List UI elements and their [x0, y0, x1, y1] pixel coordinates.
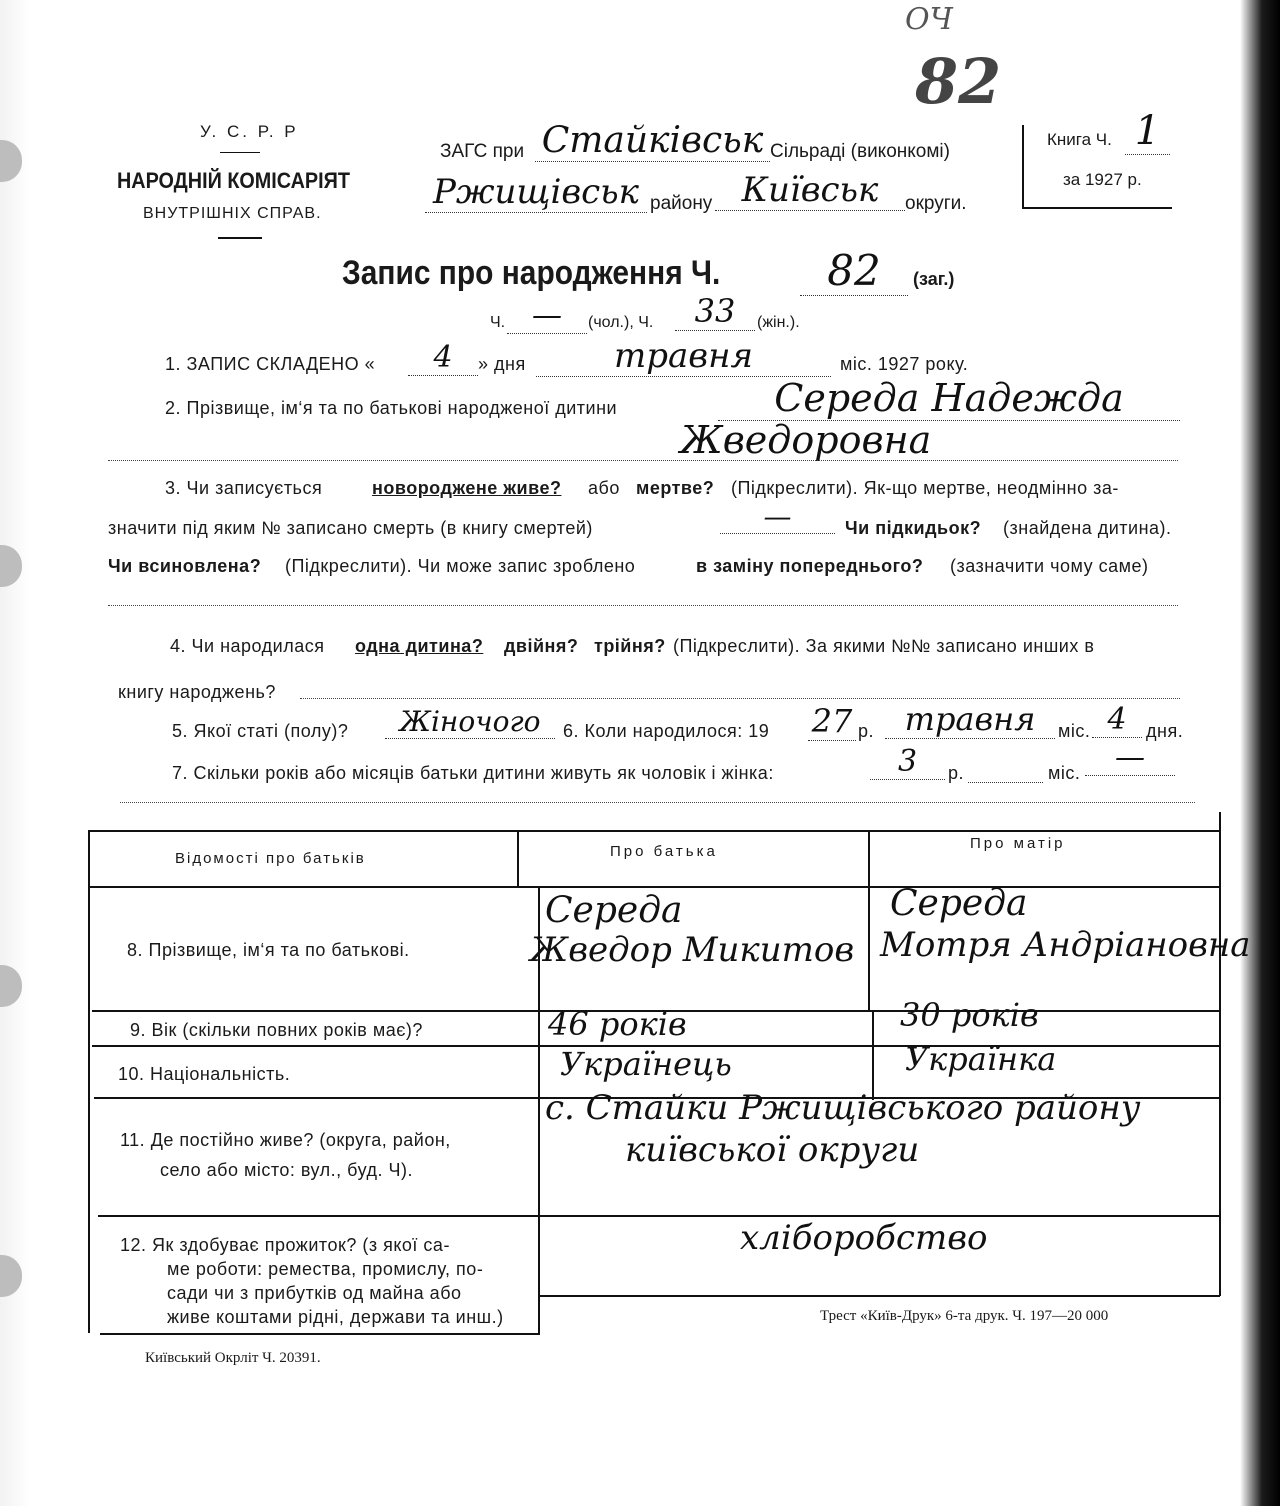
row-label-livelihood-2: ме роботи: ремества, промислу, по-	[167, 1259, 484, 1279]
q7-months: —	[1085, 740, 1175, 776]
q2-name-line1: Середа Надежда	[718, 376, 1180, 421]
fill-line	[120, 802, 1195, 803]
mother-surname: Середа	[890, 883, 1028, 924]
divider	[220, 152, 260, 153]
row-divider	[88, 886, 1221, 888]
punch-hole	[0, 965, 22, 1007]
male-label: (чол.), Ч.	[588, 314, 654, 331]
column-divider	[872, 1010, 874, 1100]
q7-mis: міс.	[1048, 763, 1081, 783]
row-label-name: 8. Прізвище, ім‘я та по батькові.	[127, 940, 410, 960]
q6-dnia: дня.	[1146, 721, 1184, 741]
record-suffix: (заг.)	[913, 269, 955, 289]
row-label-nationality: 10. Національність.	[118, 1064, 291, 1084]
row-label-livelihood-1: 12. Як здобуває прожиток? (з якої са-	[120, 1235, 450, 1255]
printer-credit: Трест «Київ-Друк» 6-та друк. Ч. 197—20 000	[820, 1308, 1109, 1324]
record-number: 82	[800, 246, 908, 296]
q7-years: 3	[870, 744, 945, 780]
q6-month: травня	[885, 700, 1055, 739]
q4-triplets-option: трійня?	[594, 636, 666, 656]
zags-label: ЗАГС при	[440, 141, 525, 162]
row-label-residence-1: 11. Де постійно живе? (округа, район,	[120, 1130, 451, 1150]
okrug-label: округи.	[905, 193, 967, 214]
q6-r: р.	[858, 721, 875, 741]
punch-hole	[0, 1255, 22, 1297]
q6-day: 4	[1092, 702, 1142, 738]
zags-value: Стайківськ	[535, 120, 770, 162]
table-border-bottom	[100, 1333, 540, 1335]
q1-month: травня	[536, 336, 831, 377]
q4-l2: книгу народжень?	[118, 682, 276, 702]
district-label: району	[650, 193, 713, 214]
column-divider	[517, 830, 519, 886]
ministry-label: ВНУТРІШНІХ СПРАВ.	[143, 205, 322, 222]
row-label-livelihood-4: живе коштами рідні, держави та инш.)	[167, 1307, 504, 1327]
censor-credit: Київський Окрліт Ч. 20391.	[145, 1350, 321, 1366]
q3-l2c: (знайдена дитина).	[1003, 518, 1172, 538]
book-number: 1	[1125, 108, 1170, 155]
q3-death-number: —	[720, 500, 835, 534]
residence-line2: київської округи	[625, 1130, 920, 1170]
mother-nationality: Українка	[905, 1040, 1057, 1078]
record-title: Запис про народження Ч.	[342, 254, 721, 292]
q4-twins-option: двійня?	[504, 636, 579, 656]
male-count: —	[507, 298, 587, 334]
mother-age: 30 років	[900, 996, 1039, 1034]
table-border-top	[88, 830, 1221, 832]
father-name: Жведор Микитов	[530, 930, 855, 970]
q1-end: міс. 1927 року.	[840, 354, 969, 374]
q1-day: 4	[408, 340, 478, 376]
residence-line1: с. Стайки Ржищівського району	[545, 1088, 1141, 1128]
q4-l1e: (Підкреслити). За якими №№ записано инших в	[673, 636, 1095, 656]
punch-hole	[0, 140, 22, 182]
header-father: Про батька	[610, 843, 718, 860]
book-label: Книга Ч.	[1047, 130, 1112, 149]
q6-label: 6. Коли народилося: 19	[563, 721, 770, 741]
father-surname: Середа	[545, 890, 683, 931]
row-divider	[98, 1215, 1220, 1217]
table-border-right	[1219, 812, 1221, 1296]
pencil-mark: ОЧ	[905, 2, 953, 37]
q3-replacement-option: в заміну попереднього?	[696, 556, 924, 576]
page-edge-shadow	[1240, 0, 1280, 1506]
q3-l3d: (зазначити чому саме)	[950, 556, 1149, 576]
q7-label: 7. Скільки років або місяців батьки дитини живуть як чоловік і жінка:	[172, 763, 774, 783]
fill-line	[300, 698, 1180, 699]
female-label: (жін.).	[757, 314, 800, 331]
row-label-age: 9. Вік (скільки повних років має)?	[130, 1020, 423, 1040]
female-count: 33	[675, 292, 755, 331]
sheet-number: 82	[915, 45, 1002, 118]
q3-dead-option: мертве?	[636, 478, 715, 498]
book-box-border	[1022, 207, 1172, 209]
q1-label: 1. ЗАПИС СКЛАДЕНО «	[165, 354, 376, 374]
punch-hole	[0, 545, 22, 587]
q3-adopted-option: Чи всиновлена?	[108, 556, 262, 576]
male-prefix: Ч.	[490, 314, 506, 331]
divider	[218, 237, 262, 239]
q5-label: 5. Якої статі (полу)?	[172, 721, 349, 741]
table-border-left	[88, 830, 90, 1333]
q6-year: 27	[808, 702, 856, 741]
q4-l1a: 4. Чи народилася	[170, 636, 325, 656]
q7-spacer-line	[968, 772, 1043, 783]
q1-mid: » дня	[478, 354, 526, 374]
q3-l2a: значити під яким № записано смерть (в книгу смертей)	[108, 518, 593, 538]
district-value: Ржищівськ	[425, 172, 647, 213]
q4-single-option: одна дитина?	[355, 636, 484, 656]
q3-l3b: (Підкреслити). Чи може запис зроблено	[285, 556, 636, 576]
q3-l1c: або	[588, 478, 620, 498]
father-nationality: Українець	[560, 1045, 732, 1083]
mother-name: Мотря Андріановна	[880, 925, 1251, 965]
row-label-residence-2: село або місто: вул., буд. Ч).	[160, 1160, 413, 1180]
q7-r: р.	[948, 763, 965, 783]
q3-foundling-option: Чи підкидьок?	[845, 518, 982, 538]
row-label-livelihood-3: сади чи з прибутків од майна або	[167, 1283, 462, 1303]
fill-line	[108, 605, 1178, 606]
livelihood-value: хліборобство	[740, 1218, 988, 1258]
father-age: 46 років	[548, 1005, 687, 1043]
okrug-value: Київськ	[715, 170, 905, 211]
q3-l1e: (Підкреслити). Як-що мертве, неодмінно за-	[731, 478, 1119, 498]
table-border-bottom	[540, 1295, 1220, 1297]
column-divider	[868, 830, 870, 1010]
q2-name-line2: Жведоровна	[680, 418, 932, 462]
header-info: Відомості про батьків	[175, 850, 366, 867]
q6-mis: міс.	[1058, 721, 1091, 741]
q2-label: 2. Прізвище, ім‘я та по батькові народженої дитини	[165, 398, 618, 418]
q3-alive-option: новороджене живе?	[372, 478, 562, 498]
header-mother: Про матір	[970, 835, 1066, 852]
ussr-label: У. С. Р. Р	[200, 122, 299, 141]
q3-l1a: 3. Чи записується	[165, 478, 323, 498]
commissariat-label: НАРОДНІЙ КОМІСАРІЯТ	[117, 168, 350, 193]
fill-line	[108, 460, 1178, 461]
council-label: Сільраді (виконкомі)	[770, 141, 950, 162]
book-box-border	[1022, 125, 1024, 207]
q5-sex: Жіночого	[385, 705, 555, 739]
book-year: за 1927 р.	[1063, 170, 1142, 189]
